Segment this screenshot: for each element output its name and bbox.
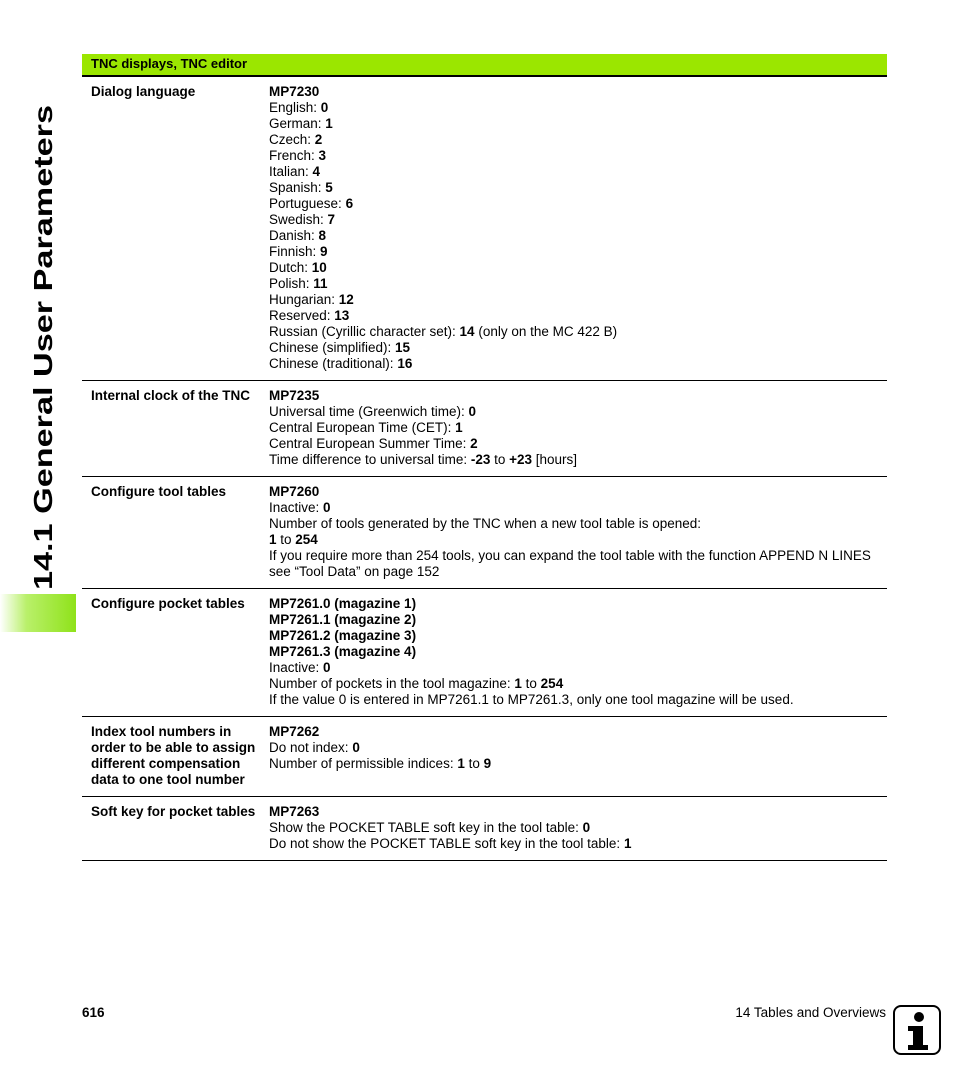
plain-text: Number of tools generated by the TNC when a new tool table is opened: [269, 516, 702, 531]
table-row [82, 77, 887, 381]
plain-text: to [490, 452, 510, 467]
plain-text: Central European Summer Time: [269, 436, 471, 451]
parameter-label: Internal clock of the TNC [91, 388, 251, 403]
chapter-side-title-svg [14, 50, 64, 610]
plain-text: Number of pockets in the tool magazine: [269, 676, 515, 691]
value-text: 3 [318, 148, 327, 163]
description-line [269, 292, 887, 308]
description-line [269, 180, 887, 196]
parameter-description [269, 804, 887, 852]
value-text: 1 [514, 676, 522, 691]
plain-text: Do not index: [269, 740, 353, 755]
description-line [269, 724, 887, 740]
value-text: 0 [352, 740, 360, 755]
page-number: 616 [82, 1005, 105, 1020]
value-text: 7 [327, 212, 336, 227]
value-text: MP7263 [269, 804, 320, 819]
parameter-label: Index tool numbers in order to be able to assign different compensation data to one tool number [91, 724, 256, 787]
chapter-side-title-text: 14.1 General User Parameters [28, 221, 58, 590]
description-line [269, 436, 887, 452]
value-text: -23 [470, 452, 491, 467]
description-line [269, 804, 887, 820]
value-text: 0 [582, 820, 591, 835]
description-line [269, 660, 887, 676]
info-icon [893, 1005, 941, 1055]
parameter-label: Configure tool tables [91, 484, 226, 499]
chapter-footer: 14 Tables and Overviews [735, 1005, 886, 1020]
plain-text: German: [269, 116, 326, 131]
value-text: 13 [334, 308, 350, 323]
description-line [269, 516, 887, 532]
value-text: 6 [345, 196, 354, 211]
plain-text: Portuguese: [269, 196, 346, 211]
parameter-label: Dialog language [91, 84, 196, 99]
plain-text: Chinese (simplified): [269, 340, 396, 355]
description-line [269, 404, 887, 420]
plain-text: Inactive: [269, 500, 324, 515]
value-text: 254 [295, 532, 318, 547]
value-text: 0 [323, 660, 331, 675]
plain-text: Swedish: [269, 212, 328, 227]
chapter-side-title [14, 50, 64, 610]
value-text: 1 [455, 420, 463, 435]
plain-text: [hours] [532, 452, 578, 467]
plain-text: Hungarian: [269, 292, 339, 307]
description-line [269, 308, 887, 324]
description-line [269, 116, 887, 132]
value-text: 2 [314, 132, 323, 147]
plain-text: (only on the MC 422 B) [474, 324, 618, 339]
table-header: TNC displays, TNC editor [82, 54, 887, 77]
table-row [82, 381, 887, 477]
description-line [269, 548, 887, 580]
value-text: 1 [623, 836, 632, 851]
description-line [269, 100, 887, 116]
value-text: 10 [311, 260, 327, 275]
plain-text: to [276, 532, 296, 547]
value-text: 4 [312, 164, 321, 179]
description-line [269, 244, 887, 260]
plain-text: If you require more than 254 tools, you can expand the tool table with the function APPEND N LINES see “Tool Data” on page 152 [269, 548, 875, 579]
description-line [269, 500, 887, 516]
description-line [269, 532, 887, 548]
plain-text: English: [269, 100, 321, 115]
description-line [269, 740, 887, 756]
parameter-table [82, 54, 887, 861]
parameter-description [269, 388, 887, 468]
value-text: MP7261.1 (magazine 2) [269, 612, 417, 627]
value-text: 1 [269, 532, 277, 547]
plain-text: If the value 0 is entered in MP7261.1 to MP7261.3, only one tool magazine will be used. [269, 692, 794, 707]
value-text: MP7261.0 (magazine 1) [269, 596, 417, 611]
value-text: 14 [459, 324, 475, 339]
plain-text: Italian: [269, 164, 313, 179]
table-rows [82, 77, 887, 861]
description-line [269, 212, 887, 228]
value-text: 1 [457, 756, 465, 771]
plain-text: to [521, 676, 541, 691]
value-text: MP7261.3 (magazine 4) [269, 644, 417, 659]
value-text: 15 [395, 340, 411, 355]
plain-text: Spanish: [269, 180, 326, 195]
plain-text: Do not show the POCKET TABLE soft key in the tool table: [269, 836, 624, 851]
description-line [269, 324, 887, 340]
description-line [269, 340, 887, 356]
description-line [269, 148, 887, 164]
value-text: 12 [338, 292, 354, 307]
value-text: MP7261.2 (magazine 3) [269, 628, 417, 643]
description-line [269, 260, 887, 276]
value-text: 254 [540, 676, 564, 691]
description-line [269, 628, 887, 644]
plain-text: Polish: [269, 276, 314, 291]
value-text: 16 [397, 356, 413, 371]
description-line [269, 820, 887, 836]
value-text: 0 [468, 404, 477, 419]
description-line [269, 756, 887, 772]
description-line [269, 612, 887, 628]
plain-text: French: [269, 148, 319, 163]
description-line [269, 420, 887, 436]
description-line [269, 644, 887, 660]
description-line [269, 164, 887, 180]
table-row [82, 717, 887, 797]
parameter-label: Configure pocket tables [91, 596, 245, 611]
description-line [269, 228, 887, 244]
value-text: MP7230 [269, 84, 320, 99]
plain-text: Universal time (Greenwich time): [269, 404, 469, 419]
value-text: +23 [509, 452, 533, 467]
table-row [82, 797, 887, 861]
plain-text: to [464, 756, 484, 771]
description-line [269, 276, 887, 292]
plain-text: Show the POCKET TABLE soft key in the tool table: [269, 820, 583, 835]
plain-text: Time difference to universal time: [269, 452, 471, 467]
plain-text: Inactive: [269, 660, 324, 675]
description-line [269, 356, 887, 372]
info-icon-glyph [895, 1007, 939, 1053]
description-line [269, 692, 887, 708]
value-text: 11 [313, 276, 328, 291]
value-text: 9 [483, 756, 492, 771]
table-row [82, 477, 887, 589]
parameter-description [269, 724, 887, 788]
description-line [269, 596, 887, 612]
value-text: MP7235 [269, 388, 320, 403]
plain-text: Czech: [269, 132, 315, 147]
description-line [269, 484, 887, 500]
value-text: 2 [470, 436, 478, 451]
parameter-label: Soft key for pocket tables [91, 804, 256, 819]
table-row [82, 589, 887, 717]
description-line [269, 676, 887, 692]
value-text: MP7262 [269, 724, 320, 739]
parameter-description [269, 484, 887, 580]
plain-text: Danish: [269, 228, 319, 243]
value-text: 8 [318, 228, 327, 243]
value-text: 9 [320, 244, 328, 259]
description-line [269, 836, 887, 852]
plain-text: Reserved: [269, 308, 335, 323]
plain-text: Chinese (traditional): [269, 356, 398, 371]
chapter-tab-marker [0, 594, 76, 632]
value-text: 0 [320, 100, 329, 115]
value-text: 5 [325, 180, 333, 195]
value-text: 0 [323, 500, 331, 515]
description-line [269, 84, 887, 100]
value-text: 1 [325, 116, 333, 131]
plain-text: Central European Time (CET): [269, 420, 456, 435]
value-text: MP7260 [269, 484, 320, 499]
description-line [269, 388, 887, 404]
description-line [269, 196, 887, 212]
plain-text: Finnish: [269, 244, 321, 259]
plain-text: Russian (Cyrillic character set): [269, 324, 460, 339]
plain-text: Number of permissible indices: [269, 756, 458, 771]
parameter-description [269, 596, 887, 708]
plain-text: Dutch: [269, 260, 312, 275]
description-line [269, 132, 887, 148]
parameter-description [269, 84, 887, 372]
description-line [269, 452, 887, 468]
